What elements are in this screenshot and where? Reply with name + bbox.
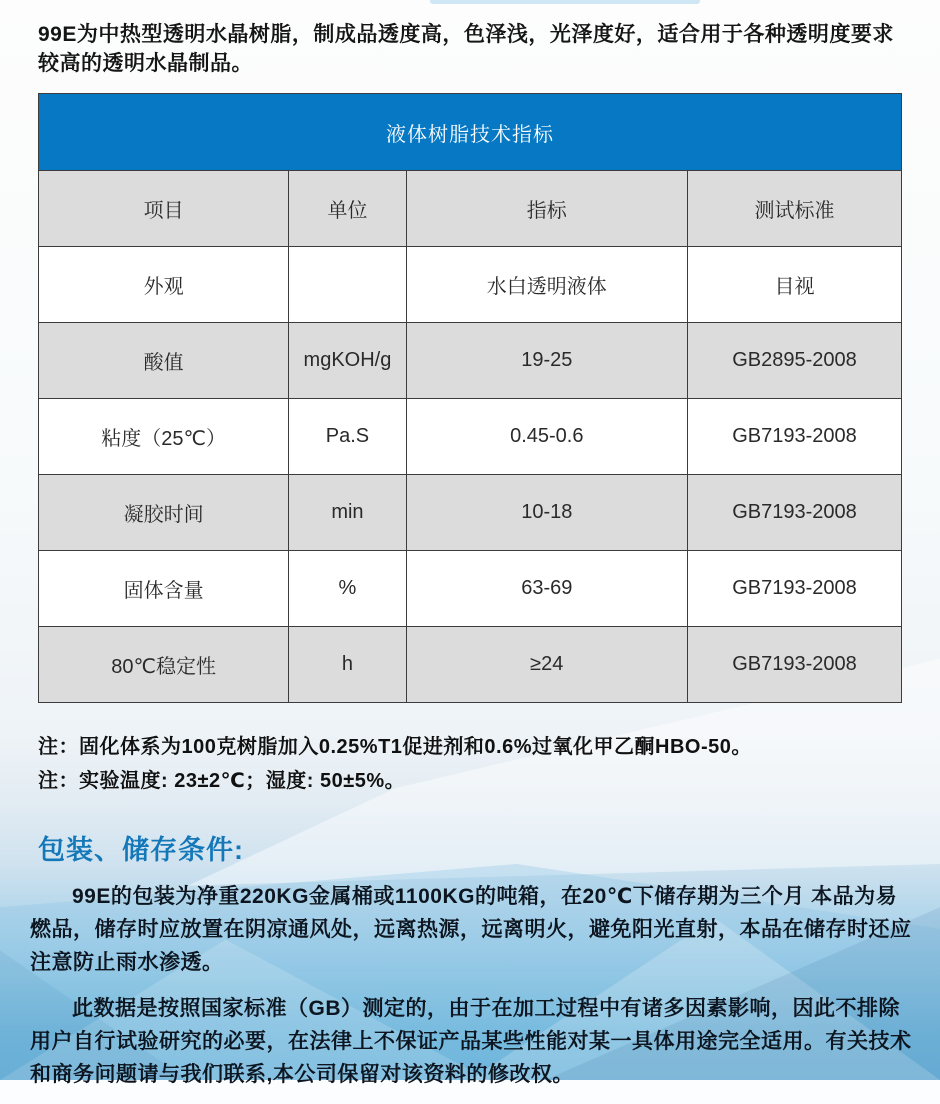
cell-standard: GB2895-2008: [687, 323, 901, 399]
cell-value: 水白透明液体: [406, 247, 687, 323]
spec-table: [38, 93, 902, 703]
cell-value: ≥24: [406, 627, 687, 703]
cell-standard: GB7193-2008: [687, 551, 901, 627]
cell-unit: Pa.S: [289, 399, 406, 475]
storage-section-heading: 包装、储存条件:: [38, 835, 244, 865]
table-row: [39, 247, 902, 323]
table-title-row: [39, 94, 902, 171]
storage-paragraphs: [30, 880, 914, 1104]
note-line: 注：固化体系为100克树脂加入0.25%T1促进剂和0.6%过氧化甲乙酮HBO-50。: [38, 736, 752, 758]
cell-item: 凝胶时间: [39, 475, 289, 551]
table-header-row: [39, 171, 902, 247]
cell-value: 10-18: [406, 475, 687, 551]
cell-value: 0.45-0.6: [406, 399, 687, 475]
cell-standard: GB7193-2008: [687, 399, 901, 475]
top-accent-line: [430, 0, 700, 4]
storage-paragraph: 99E的包装为净重220KG金属桶或1100KG的吨箱，在20℃下储存期为三个月 本品为易燃品，储存时应放置在阴凉通风处，远离热源，远离明火，避免阳光直射，本品在储存时还应注意防止雨水渗透。: [30, 885, 912, 974]
cell-standard: GB7193-2008: [687, 627, 901, 703]
cell-item: 酸值: [39, 323, 289, 399]
cell-unit: min: [289, 475, 406, 551]
notes-block: [38, 730, 918, 798]
cell-value: 19-25: [406, 323, 687, 399]
intro-paragraph: 99E为中热型透明水晶树脂，制成品透度高，色泽浅，光泽度好，适合用于各种透明度要求较高的透明水晶制品。: [38, 23, 894, 75]
table-row: [39, 627, 902, 703]
table-title: 液体树脂技术指标: [39, 94, 902, 171]
column-header-value: 指标: [406, 171, 687, 247]
table-row: [39, 551, 902, 627]
table-row: [39, 399, 902, 475]
cell-unit: %: [289, 551, 406, 627]
table-row: [39, 323, 902, 399]
cell-item: 固体含量: [39, 551, 289, 627]
table-row: [39, 475, 902, 551]
cell-unit: [289, 247, 406, 323]
note-line: 注：实验温度: 23±2℃；湿度: 50±5%。: [38, 770, 406, 792]
cell-unit: mgKOH/g: [289, 323, 406, 399]
cell-standard: 目视: [687, 247, 901, 323]
cell-unit: h: [289, 627, 406, 703]
cell-item: 80℃稳定性: [39, 627, 289, 703]
column-header-item: 项目: [39, 171, 289, 247]
cell-standard: GB7193-2008: [687, 475, 901, 551]
column-header-unit: 单位: [289, 171, 406, 247]
cell-item: 粘度（25℃）: [39, 399, 289, 475]
storage-paragraph: 此数据是按照国家标准（GB）测定的，由于在加工过程中有诸多因素影响，因此不排除用户自行试验研究的必要，在法律上不保证产品某些性能对某一具体用途完全适用。有关技术和商务问题请与我们联系,本公司保留对该资料的修改权。: [30, 997, 912, 1086]
cell-value: 63-69: [406, 551, 687, 627]
column-header-standard: 测试标准: [687, 171, 901, 247]
cell-item: 外观: [39, 247, 289, 323]
